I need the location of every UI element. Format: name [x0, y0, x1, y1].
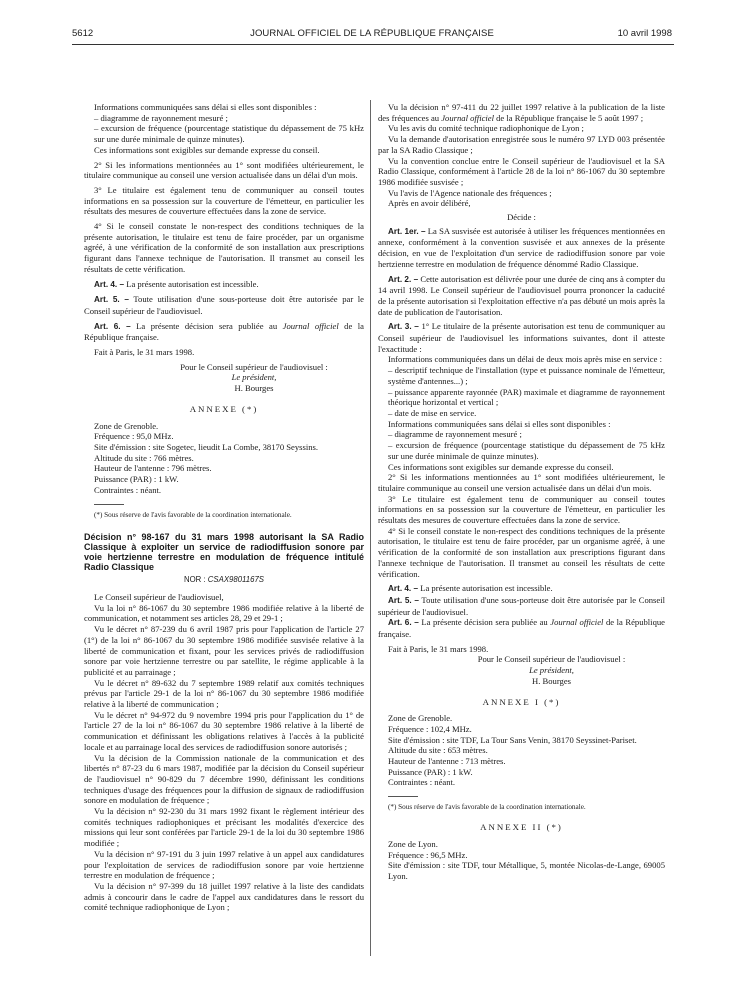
fait-date: Fait à Paris, le 31 mars 1998.	[388, 643, 489, 654]
signature-line: Pour le Conseil supérieur de l'audiovisuel :	[477, 654, 626, 665]
annexe-zone: Zone de Grenoble.	[94, 420, 159, 431]
journal-ref: Journal officiel	[550, 617, 604, 628]
right-column	[378, 102, 665, 882]
list-item: – puissance apparente rayonnée (PAR) maximale et diagramme de rayonnement théorique horizontal et vertical ;	[388, 386, 665, 408]
visa: Vu les avis du comité technique radiophonique de Lyon ;	[388, 123, 584, 134]
footnote: (*) Sous réserve de l'avis favorable de la coordination internationale.	[388, 803, 586, 812]
column-divider	[370, 100, 371, 956]
annexe-power: Puissance (PAR) : 1 kW.	[94, 474, 179, 485]
list-item: – descriptif technique de l'installation (type et puissance nominale de l'émetteur, système d'antennes...) ;	[388, 365, 665, 386]
paragraph: Ces informations sont exigibles sur demande expresse du conseil.	[388, 461, 614, 472]
visa: Vu le décret n° 94-972 du 9 novembre 1994 pris pour l'application du 1° de l'article 27 de la loi n° 86-1067 du 30 septembre 1986 relative à la liberté de communication et définissant les obligations relatives à l'accès à la publicité locale et au parrainage local des services de radiodiffusion sonore autorisés ;	[84, 709, 364, 752]
info-intro: Informations communiquées sans délai si elles sont disponibles :	[94, 102, 317, 112]
annexe-1-details	[378, 713, 665, 788]
visa: Vu la loi n° 86-1067 du 30 septembre 1986 modifiée relative à la liberté de communication, et notamment ses articles 28, 29 et 29-1 ;	[84, 602, 364, 624]
article-text: de la République française.	[378, 617, 665, 640]
article-label: Art. 3. –	[388, 322, 419, 332]
header-rule	[72, 44, 674, 45]
page-header	[72, 28, 672, 42]
paragraph: Après en avoir délibéré,	[388, 198, 471, 209]
article-text: La présente autorisation est incessible.	[124, 278, 259, 289]
visa: Vu la décision de la Commission nationale de la communication et des libertés n° 87-23 du 6 mars 1987, modifiée par la décision du Conseil supérieur de l'audiovisuel n° 90-829 du 7 décembre 1990, définissant les conditions techniques d'usage des fréquences pour la diffusion de signaux de radiodiffusion sonore en modulation de fréquence ;	[84, 752, 364, 806]
visa: Vu la convention conclue entre le Conseil supérieur de l'audiovisuel et la SA Radio Classique, conformément à l'article 28 de la loi n° 86-1067 du 30 septembre 1986 modifiée susvisée ;	[378, 155, 665, 187]
paragraph: 4° Si le conseil constate le non-respect des conditions techniques de la présente autorisation, le titulaire est tenu de faire procéder, par un organisme agréé, à une vérification de la conformité de son installation aux prescriptions figurant dans l'annexe technique de l'autorisation. Il transmet au conseil les résultats de cette vérification.	[378, 525, 665, 579]
article-label: Art. 1er. –	[388, 226, 426, 236]
journal-ref: Journal officiel	[441, 112, 494, 123]
visa-text: de la République française le 5 août 1997 ;	[493, 112, 644, 123]
paragraph: 2° Si les informations mentionnées au 1° sont modifiées ultérieurement, le titulaire communique au conseil une version actualisée dans un délai d'un mois.	[84, 159, 364, 181]
journal-ref: Journal officiel	[282, 320, 339, 331]
journal-title: JOURNAL OFFICIEL DE LA RÉPUBLIQUE FRANÇAISE	[250, 28, 494, 39]
article-label: Art. 5. –	[94, 295, 129, 305]
dash-list	[84, 113, 364, 145]
visa: Vu le décret n° 89-632 du 7 septembre 1989 relatif aux comités techniques prévus par l'article 29-1 de la loi n° 86-1067 du 30 septembre 1986 modifiée relative à la liberté de communication ;	[84, 677, 364, 710]
article-label: Art. 4. –	[388, 584, 419, 594]
article-label: Art. 4. –	[94, 279, 125, 289]
paragraph: Le Conseil supérieur de l'audiovisuel,	[94, 592, 224, 603]
article-5	[84, 294, 364, 316]
annexe-constraints: Contraintes : néant.	[388, 777, 456, 788]
paragraph: Ces informations sont exigibles sur demande expresse du conseil.	[94, 144, 320, 155]
left-column	[84, 102, 364, 913]
annexe-zone: Zone de Grenoble.	[388, 713, 453, 724]
list-item: – excursion de fréquence (pourcentage statistique du dépassement de 75 kHz sur une durée minimale de quinze minutes).	[388, 440, 665, 461]
signature-title: Le président,	[231, 372, 277, 383]
annexe-frequency: Fréquence : 95,0 MHz.	[94, 431, 174, 442]
annexe-antenna-height: Hauteur de l'antenne : 796 mètres.	[94, 463, 212, 474]
article-text: de la République française.	[84, 320, 364, 343]
article-5	[378, 595, 665, 617]
dash-list	[378, 429, 665, 461]
annexe-power: Puissance (PAR) : 1 kW.	[388, 766, 473, 777]
article-1	[378, 226, 665, 270]
visa: Vu la décision n° 97-399 du 18 juillet 1997 relative à la liste des candidats admis à concourir dans le cadre de l'appel aux candidatures dans le ressort du comité technique radiophonique de Lyon ;	[84, 881, 364, 913]
annexe-zone: Zone de Lyon.	[388, 838, 438, 849]
article-text: Cette autorisation est délivrée pour une durée de cinq ans à compter du 14 avril 1998. Le Conseil supérieur de l'audiovisuel pourra prononcer la caducité de la présente autorisation si l'exploitation effective n'a pas débuté un mois après la date de publication de l'autorisation.	[378, 273, 665, 317]
nor-code: CSAX9801167S	[207, 575, 265, 585]
page-number: 5612	[72, 28, 94, 39]
list-item: – date de mise en service.	[388, 407, 477, 418]
article-text: La présente autorisation est incessible.	[418, 583, 553, 594]
list-item: – diagramme de rayonnement mesuré ;	[94, 112, 228, 123]
paragraph: 2° Si les informations mentionnées au 1° sont modifiées ultérieurement, le titulaire communique au conseil une version actualisée dans un délai d'un mois.	[378, 472, 665, 493]
info-intro: Informations communiquées dans un délai de deux mois après mise en service :	[388, 354, 662, 365]
paragraph: 4° Si le conseil constate le non-respect des conditions techniques de la présente autorisation, le titulaire est tenu de faire procéder, par un organisme agréé, à une vérification de la conformité de son installation aux prescriptions figurant dans l'annexe technique de l'autorisation. Il transmet au conseil les résultats de cette vérification.	[84, 221, 364, 274]
annexe-2-title: ANNEXE II (*)	[480, 822, 563, 833]
signature-name: H. Bourges	[234, 383, 274, 394]
annexe-antenna-height: Hauteur de l'antenne : 713 mètres.	[388, 756, 506, 767]
nor-label: NOR :	[183, 575, 208, 585]
footnote: (*) Sous réserve de l'avis favorable de la coordination internationale.	[94, 510, 292, 519]
article-3	[378, 321, 665, 354]
paragraph: 3° Le titulaire est également tenu de communiquer au conseil toutes informations en sa possession sur la couverture de l'émetteur, en particulier les résultats des mesures de couverture effectuées dans la zone de service.	[378, 493, 665, 526]
annexe-site: Site d'émission : site TDF, La Tour Sans Venin, 38170 Seyssinet-Pariset.	[388, 734, 637, 745]
annexe-constraints: Contraintes : néant.	[94, 484, 162, 495]
fait-date: Fait à Paris, le 31 mars 1998.	[94, 347, 195, 358]
annexe-details	[84, 421, 364, 496]
annexe-site: Site d'émission : site TDF, tour Métallique, 5, montée Nicolas-de-Lange, 69005 Lyon.	[388, 860, 665, 881]
list-item: – diagramme de rayonnement mesuré ;	[388, 429, 522, 440]
visa: Vu la demande d'autorisation enregistrée sous le numéro 97 LYD 003 présentée par la SA Radio Classique ;	[378, 134, 665, 155]
footnote-rule	[388, 796, 418, 797]
article-label: Art. 5. –	[388, 595, 419, 605]
dash-list	[378, 365, 665, 419]
article-text: La présente décision sera publiée au	[418, 617, 551, 628]
annexe-title: ANNEXE (*)	[189, 403, 259, 414]
article-label: Art. 6. –	[94, 321, 131, 331]
annexe-1-title: ANNEXE I (*)	[482, 696, 561, 707]
list-item: – excursion de fréquence (pourcentage statistique du dépassement de 75 kHz sur une durée minimale de quinze minutes).	[94, 123, 364, 145]
article-4	[84, 279, 364, 291]
visa	[378, 102, 665, 123]
article-label: Art. 6. –	[388, 618, 419, 628]
annexe-altitude: Altitude du site : 766 mètres.	[94, 452, 194, 463]
article-text: La présente décision sera publiée au	[130, 320, 283, 331]
annexe-frequency: Fréquence : 96,5 MHz.	[388, 849, 468, 860]
paragraph: 3° Le titulaire est également tenu de communiquer au conseil toutes informations en sa possession sur la couverture de l'émetteur, en particulier les résultats des mesures de couverture effectuées dans la zone de service.	[84, 184, 364, 217]
article-text: La SA susvisée est autorisée à utiliser les fréquences mentionnées en annexe, conformément à la convention susvisée et aux annexes de la présente décision, en vue de l'exploitation d'un service de radiodiffusion sonore par voie hertzienne terrestre en modulation de fréquence dénommé Radio Classique.	[378, 225, 665, 269]
annexe-frequency: Fréquence : 102,4 MHz.	[388, 723, 472, 734]
annexe-2-details	[378, 839, 665, 882]
info-intro: Informations communiquées sans délai si elles sont disponibles :	[388, 418, 611, 429]
visa: Vu l'avis de l'Agence nationale des fréquences ;	[388, 187, 552, 198]
nor-reference	[84, 575, 364, 586]
article-6	[378, 617, 665, 639]
signature-title: Le président,	[529, 665, 574, 676]
article-label: Art. 2. –	[388, 274, 419, 284]
article-text: Toute utilisation d'une sous-porteuse doit être autorisée par le Conseil supérieur de l'audiovisuel.	[378, 594, 665, 617]
decision-title: Décision n° 98-167 du 31 mars 1998 autorisant la SA Radio Classique à exploiter un service de radiodiffusion sonore par voie hertzienne terrestre en modulation de fréquence intitulé Radio Classique	[84, 531, 364, 573]
visa-text: Vu la décision n° 97-411 du 22 juillet 1997 relative à la publication de la liste des fréquences au	[378, 102, 665, 123]
visa: Vu la décision n° 97-191 du 3 juin 1997 relative à un appel aux candidatures pour l'exploitation de services de radiodiffusion sonore par voie hertzienne terrestre en modulation de fréquence ;	[84, 848, 364, 881]
visa: Vu le décret n° 87-239 du 6 avril 1987 pris pour l'application de l'article 27 (1°) de la loi n° 86-1067 du 30 septembre 1986 modifiée susvisée relative à la liberté de communication et fixant, pour les services privés de radiodiffusion sonore par voie hertzienne terrestre ou par satellite, le régime applicable à la publicité et au parrainage ;	[84, 624, 364, 677]
article-2	[378, 274, 665, 318]
issue-date: 10 avril 1998	[617, 28, 672, 39]
annexe-site: Site d'émission : site Sogetec, lieudit La Combe, 38170 Seyssins.	[94, 441, 319, 452]
signature-line: Pour le Conseil supérieur de l'audiovisuel :	[180, 361, 328, 372]
article-6	[84, 321, 364, 343]
article-text: 1° Le titulaire de la présente autorisation est tenu de communiquer au Conseil supérieur de l'audiovisuel les informations suivantes, dont il atteste l'exactitude :	[378, 321, 665, 354]
article-4	[378, 583, 665, 595]
visa: Vu la décision n° 92-230 du 31 mars 1992 fixant le règlement intérieur des comités techniques radiophoniques et précisant les modalités d'exercice des missions qui leur sont conférées par l'article 29-1 de la loi du 30 septembre 1986 modifiée ;	[84, 806, 364, 849]
article-text: Toute utilisation d'une sous-porteuse doit être autorisée par le Conseil supérieur de l'audiovisuel.	[84, 294, 364, 316]
signature-name: H. Bourges	[532, 675, 571, 686]
annexe-altitude: Altitude du site : 653 mètres.	[388, 745, 488, 756]
decide-heading: Décide :	[507, 212, 536, 223]
footnote-rule	[94, 504, 124, 505]
